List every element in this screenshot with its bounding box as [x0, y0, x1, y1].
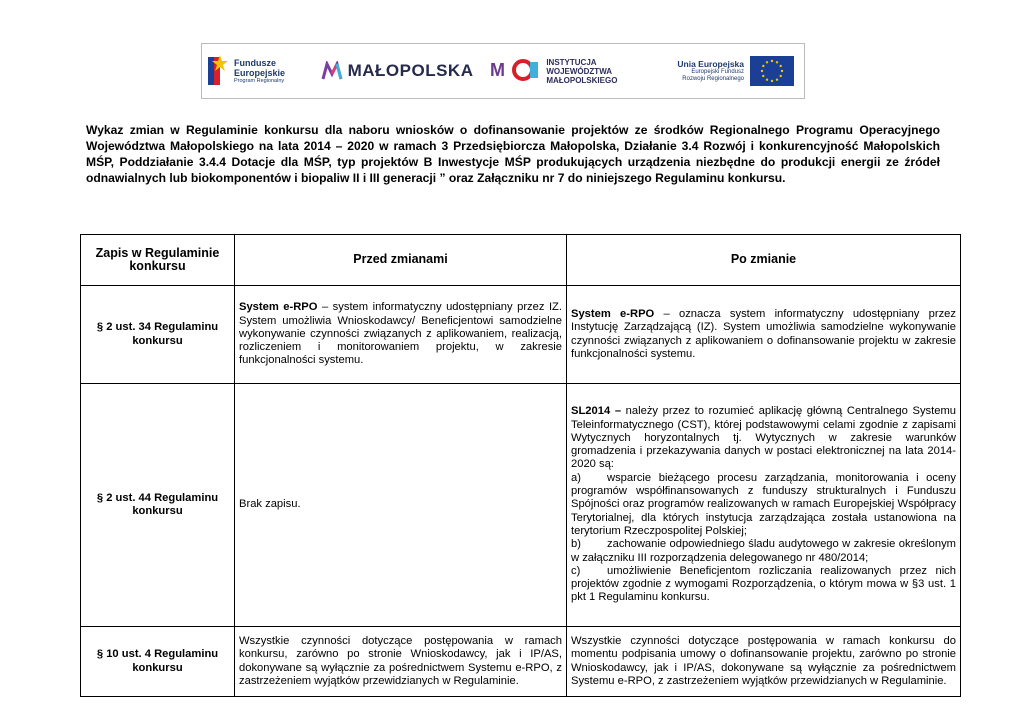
- eu-flag-icon: [750, 56, 794, 86]
- instytucja-wojewodztwa-logo: M INSTYTUCJA WOJEWÓDZTWA MAŁOPOLSKIEGO: [480, 44, 647, 98]
- fe-star-icon: [206, 53, 228, 89]
- changes-table: [80, 234, 961, 697]
- header-po: Po zmianie: [567, 235, 961, 286]
- malopolska-logo: MAŁOPOLSKA: [314, 44, 481, 98]
- header-przed: Przed zmianami: [235, 235, 567, 286]
- row-after: System e-RPO – oznacza system informatyczny udostępniany przez Instytucję Zarządzającą (IZ). System umożliwia samodzielne wykonywanie czynności związanych z aplikowaniem o dofinansowanie projektu w zakresie funkcjonalności systemu.: [567, 286, 961, 384]
- row-ref: § 10 ust. 4 Regulaminu konkursu: [81, 627, 235, 697]
- row-before: System e-RPO – system informatyczny udostępniany przez IZ. System umożliwia Wnioskodawcy/ Beneficjentowi samodzielne wykonywanie czynności związanych z aplikowaniem, realizacją, rozliczeniem i monitorowaniem projektu, w zakresie funkcjonalności systemu.: [235, 286, 567, 384]
- row-after: SL2014 – należy przez to rozumieć aplikację główną Centralnego Systemu Teleinformatycznego (CST), której podstawowymi celami zgodnie z zapisami Wytycznych horyzontalnych tj. Wytycznych w zakresie warunków gromadzenia i przekazywania danych w postaci elektronicznej na lata 2014-2020 są: a) wsparcie bieżącego procesu zarządzania, monitorowania i oceny programów współfinansowanych z funduszy strukturalnych i Funduszu Spójności oraz programów realizowanych w ramach Europejskiej Współpracy Terytorialnej, dla których instytucja zarządzająca została ustanowiona na terytorium Rzeczpospolitej Polskiej; b) zachowanie odpowiedniego śladu audytowego w zakresie określonym w załączniku III rozporządzenia delegowanego nr 480/2014; c) umożliwienie Beneficjentom rozliczania realizowanych przez nich projektów zgodnie z wymogami Rozporządzenia, o którym mowa w §3 ust. 1 pkt 1 Regulaminu konkursu.: [567, 384, 961, 627]
- table-header-row: [81, 235, 961, 286]
- table-row: [81, 384, 961, 627]
- table-row: [81, 286, 961, 384]
- malopolska-m-icon: [321, 61, 343, 81]
- row-ref: § 2 ust. 44 Regulaminu konkursu: [81, 384, 235, 627]
- svg-text:M: M: [490, 60, 506, 80]
- table-row: [81, 627, 961, 697]
- mcp-icon: [490, 54, 542, 88]
- header-zapis: Zapis w Regulaminie konkursu: [81, 235, 235, 286]
- row-ref: § 2 ust. 34 Regulaminu konkursu: [81, 286, 235, 384]
- row-after: Wszystkie czynności dotyczące postępowania w ramach konkursu do momentu podpisania umowy o dofinansowanie projektu, zarówno po stronie Wnioskodawcy, jak i IP/AS, dokonywane są wyłącznie za pośrednictwem Systemu e-RPO, z zastrzeżeniem wyjątków przewidzianych w Regulaminie.: [567, 627, 961, 697]
- row-before: Brak zapisu.: [235, 384, 567, 627]
- row-before: Wszystkie czynności dotyczące postępowania w ramach konkursu, zarówno po stronie Wnioskodawcy, jak i IP/AS, dokonywane są wyłącznie za pośrednictwem Systemu e-RPO, z zastrzeżeniem wyjątków przewidzianych w Regulaminie.: [235, 627, 567, 697]
- document-title: Wykaz zmian w Regulaminie konkursu dla naboru wniosków o dofinansowanie projektów ze środków Regionalnego Programu Operacyjnego Województwa Małopolskiego na lata 2014 – 2020 w ramach 3 Przedsiębiorcza Małopolska, Działanie 3.4 Rozwój i konkurencyjność Małopolskich MŚP, Poddziałanie 3.4.4 Dotacje dla MŚP, typ projektów B Inwestycje MŚP produkujących urządzenia niezbędne do produkcji energii ze źródeł odnawialnych lub biokomponentów i biopaliw II i III generacji ” oraz Załączniku nr 7 do niniejszego Regulaminu konkursu.: [86, 123, 940, 185]
- unia-europejska-logo: Unia Europejska Europejski Fundusz Rozwoju Regionalnego: [647, 44, 804, 98]
- logo-bar: [201, 43, 805, 99]
- fundusze-europejskie-logo: Fundusze Europejskie Program Regionalny: [202, 44, 314, 98]
